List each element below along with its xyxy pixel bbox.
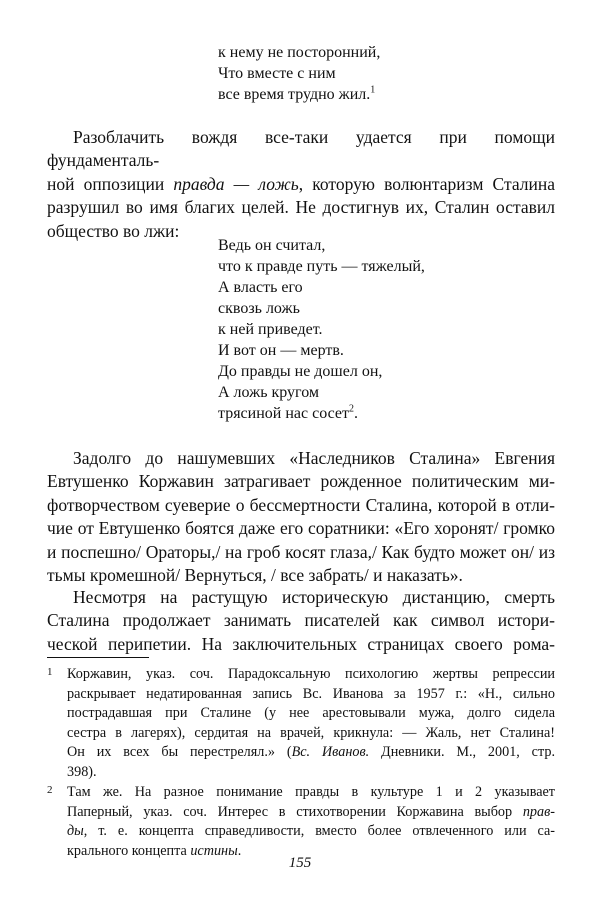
verse-line: А власть его bbox=[218, 279, 303, 296]
paragraph-2 bbox=[47, 447, 555, 587]
verse-line: сквозь ложь bbox=[218, 300, 300, 317]
verse-line: И вот он — мертв. bbox=[218, 342, 344, 359]
verse-line: все время трудно жил.$^1$ bbox=[218, 84, 376, 103]
footnote-1 bbox=[47, 665, 555, 783]
verse-line: До правды не дошел он, bbox=[218, 363, 383, 380]
emphasis: правда — ложь bbox=[173, 173, 299, 194]
verse-line: к ней приведет. bbox=[218, 321, 323, 338]
verse-quote-2 bbox=[218, 235, 425, 424]
text-line: и поспешно/ Ораторы,/ на гроб косят глаза,/ Как будто может он/ из bbox=[47, 541, 555, 562]
footnote-line: крального концепта истины. bbox=[67, 842, 242, 859]
text-line: Разоблачить вождя все-таки удается при помощи фундаменталь- bbox=[47, 127, 555, 171]
footnote-line: Паперный, указ. соч. Интерес в стихотворении Коржавина выбор прав- bbox=[67, 803, 555, 820]
footnote-number: 1 bbox=[47, 666, 53, 678]
footnote-line: сестра в лагерях), сердитая на врачей, крикнула: — Жаль, нет Сталина! bbox=[67, 724, 555, 741]
verse-line: трясиной нас сосет$^2$. bbox=[218, 403, 358, 422]
text-line: ческой перипетии. На заключительных страницах своего рома- bbox=[47, 633, 555, 654]
verse-line: к нему не посторонний, bbox=[218, 44, 381, 61]
footnote-line: раскрывает недатированная запись Вс. Иванова за 1957 г.: «Н., сильно bbox=[67, 685, 555, 702]
footnote-ref-2[interactable]: 2 bbox=[349, 403, 354, 415]
footnote-line: ды, т. е. концепта справедливости, вместо более отвлеченного или са- bbox=[67, 823, 555, 840]
text-line: ной оппозиции правда — ложь, которую волюнтаризм Сталина bbox=[47, 173, 555, 194]
text-line: Задолго до нашумевших «Наследников Сталина» Евгения bbox=[73, 448, 555, 468]
footnote-line: Там же. На разное понимание правды в культуре 1 и 2 указывает bbox=[67, 784, 555, 800]
text-line: фотворчеством суеверие о бессмертности Сталина, которой в отли- bbox=[47, 494, 555, 515]
emphasis: ды bbox=[67, 823, 84, 840]
footnote-2 bbox=[47, 783, 555, 861]
verse-line: что к правде путь — тяжелый, bbox=[218, 258, 425, 275]
emphasis: Вс. Иванов. bbox=[291, 744, 370, 761]
footnote-divider bbox=[47, 657, 149, 658]
footnote-line: 398). bbox=[67, 763, 97, 780]
footnote-line: Коржавин, указ. соч. Парадоксальную психологию жертвы репрессии bbox=[67, 666, 555, 682]
emphasis: истины bbox=[190, 842, 238, 859]
footnote-line: пострадавшая при Сталине (у нее арестовывали мужа, долго сидела bbox=[67, 705, 555, 722]
text-line: общество во лжи: bbox=[47, 220, 180, 241]
verse-quote-1 bbox=[218, 42, 380, 105]
verse-line: Что вместе с ним bbox=[218, 65, 336, 82]
text-line: Евтушенко Коржавин затрагивает рожденное политическим ми- bbox=[47, 471, 555, 492]
text-line: чие от Евтушенко боятся даже его соратники: «Его хоронят/ громко bbox=[47, 518, 555, 539]
text-line: тьмы кромешной/ Вернуться, / все забрать/ и наказать». bbox=[47, 565, 463, 586]
paragraph-3 bbox=[47, 586, 555, 656]
footnote-number: 2 bbox=[47, 784, 53, 796]
verse-line: Ведь он считал, bbox=[218, 237, 326, 254]
paragraph-1 bbox=[47, 126, 555, 243]
footnote-line: Он их всех бы перестрелял.» (Вс. Иванов. Дневники. М., 2001, стр. bbox=[67, 744, 555, 761]
emphasis: прав- bbox=[522, 803, 555, 820]
footnote-ref-1[interactable]: 1 bbox=[370, 84, 376, 96]
text-line: Сталина продолжает занимать писателей как символ истори- bbox=[47, 610, 555, 631]
text-line: разрушил во имя благих целей. Не достигнув их, Сталин оставил bbox=[47, 197, 555, 218]
verse-line: А ложь кругом bbox=[218, 384, 320, 401]
page-number: 155 bbox=[288, 855, 312, 871]
text-line: Несмотря на растущую историческую дистанцию, смерть bbox=[73, 587, 555, 607]
